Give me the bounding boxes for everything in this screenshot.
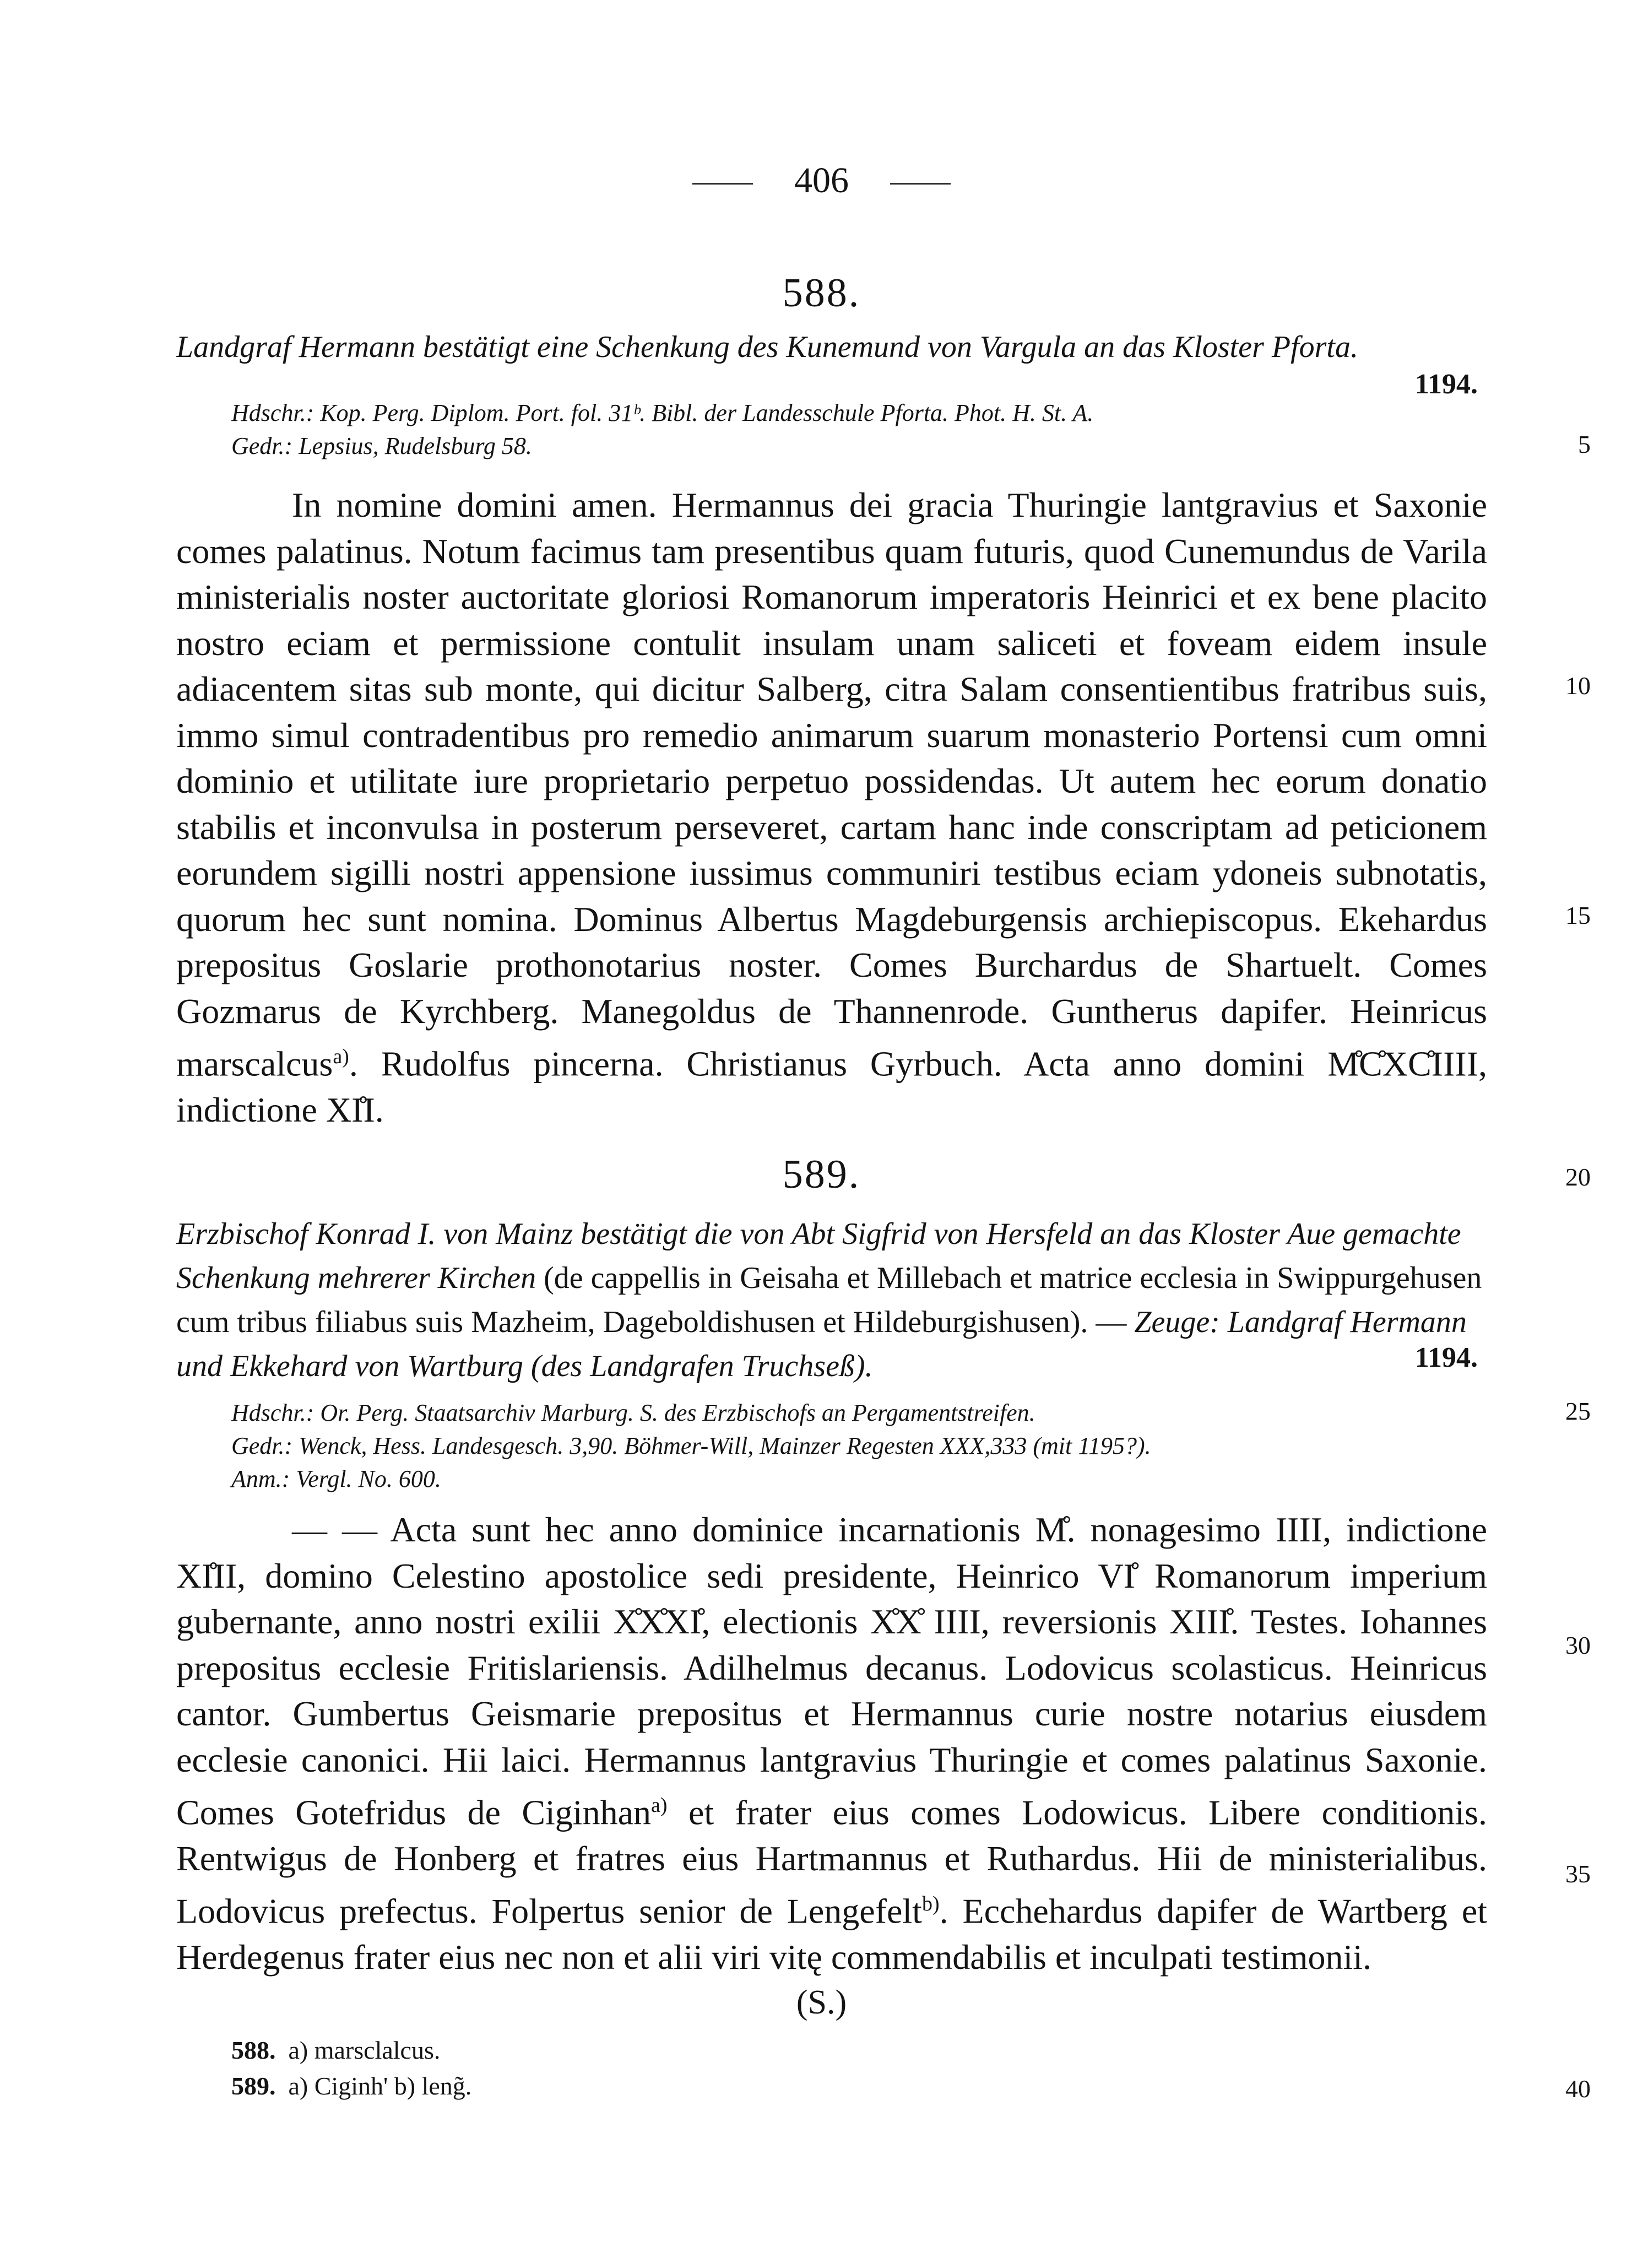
doc-588-number: 588. [782,270,861,316]
doc-589-body-3: . Ecchehardus dapifer de Wartberg et Herdegenus frater eius nec non et alii viri vitę commendabilis et inculpati testimonii. [176,1891,1487,1977]
doc-589-year: 1194. [1414,1342,1478,1373]
doc-588-regest [176,325,1487,369]
line-number-15: 15 [1565,901,1591,929]
doc-589-source-gedr: Gedr.: Wenck, Hess. Landesgesch. 3,90. Böhmer-Will, Mainzer Regesten XXX,333 (mit 1195?). [231,1432,1151,1459]
doc-588-body: In nomine domini amen. Hermannus dei gracia Thuringie lantgravius et Saxonie comes palatinus. Notum facimus tam presentibus quam futuris, quod Cunemundus de Varila ministerialis noster auctoritate gloriosi Romanorum imperatoris Heinrici et ex bene placito nostro eciam et permissione contulit insulam unam saliceti et foveam eidem insule adiacentem sitas sub monte, qui dicitur Salberg, citra Salam consentientibus fratribus suis, immo simul contradentibus pro remedio animarum suarum monasterio Portensi cum omni dominio et utilitate iure proprietario perpetuo possidendas. Ut autem hec eorum donatio stabilis et inconvulsa in posterum perseveret, cartam hanc inde conscriptam ad peticionem eorundem sigilli nostri appensione iussimus communiri testibus eciam ydoneis subnotatis, quorum hec sunt nomina. Dominus Albertus Magdeburgensis archiepiscopus. Ekehardus prepositus Goslarie prothonotarius noster. Comes Burchardus de Shartuelt. Comes Gozmarus de Kyrchberg. Manegoldus de Thannenrode. Guntherus dapifer. Heinricus marscalcus [176,485,1487,1084]
line-number-10: 10 [1565,672,1591,700]
line-number-35: 35 [1565,1860,1591,1888]
doc-589-body-1: — — Acta sunt hec anno dominice incarnationis M̊. nonagesimo IIII, indictione XI̊II, domino Celestino apostolice sedi presidente, Heinrico VI̊ Romanorum imperium gubernante, anno nostri exilii X̊X̊XI̊, electionis X̊X̊ IIII, reversionis XIII̊. Testes. Iohannes prepositus ecclesie Fritislariensis. Adilhelmus decanus. Lodovicus scolasticus. Heinricus cantor. Gumbertus Geismarie prepositus et Hermannus curie nostre notarius eiusdem ecclesie canonici. Hii laici. Hermannus lantgravius Thuringie et comes palatinus Saxonie. Comes Gotefridus de Ciginhan [176,1510,1487,1832]
header-rule-right [890,183,951,185]
doc-589-note-b-ref: b) [921,1892,940,1916]
doc-589-regest-italic: Erzbischof Konrad I. von Mainz bestätigt die von Abt Sigfrid von Hersfeld an das Kloster Aue gemachte Schenkung mehrerer Kirchen [176,1217,1461,1295]
doc-589-source-anm: Anm.: Vergl. No. 600. [231,1465,441,1492]
footnote-589-ref: 589. [231,2072,276,2100]
doc-589-number: 589. [782,1152,861,1197]
doc-589-note-a-ref: a) [651,1794,668,1817]
line-number-25: 25 [1565,1397,1591,1425]
doc-588-source-gedr: Gedr.: Lepsius, Rudelsburg 58. [231,432,532,459]
doc-588-text [176,482,1487,1133]
doc-589-source-hdschr: Hdschr.: Or. Perg. Staatsarchiv Marburg. S. des Erzbischofs an Pergamentstreifen. [231,1399,1035,1426]
doc-588-body-end: . Rudolfus pincerna. Christianus Gyrbuch. Acta anno domini M̊C̊XC̊IIII, indictione XI̊I. [176,1044,1487,1129]
doc-589-body-2: et frater eius comes Lodowicus. Libere conditionis. Rentwigus de Honberg et fratres eius Hartmannus et Ruthardus. Hii de ministerialibus. Lodovicus prefectus. Folpertus senior de Lengefelt [176,1793,1488,1931]
doc-589-regest-witness: Zeuge: Landgraf Hermann und Ekkehard von Wartburg (des Landgrafen Truchseß). [176,1305,1467,1383]
doc-588-year: 1194. [1414,369,1478,400]
doc-588-regest-text: Landgraf Hermann bestätigt eine Schenkung des Kunemund von Vargula an das Kloster Pforta. [176,330,1358,364]
doc-588-sources [231,397,1498,463]
footnote-588-ref: 588. [231,2036,276,2064]
line-number-30: 30 [1565,1631,1591,1659]
line-number-40: 40 [1565,2075,1591,2103]
doc-589-seal: (S.) [796,1984,847,2021]
line-number-5: 5 [1578,430,1591,458]
page-header [0,160,1643,202]
doc-589-regest-upright: (de cappellis in Geisaha et Millebach et matrice ecclesia in Swippurgehusen cum tribus filiabus suis Mazheim, Dageboldishusen et Hildeburgishusen). — [176,1261,1482,1339]
line-number-20: 20 [1565,1163,1591,1191]
footnote-589-text: a) Ciginh' b) leng̃. [288,2072,472,2100]
footnote-588 [231,2036,440,2065]
footnote-588-text: a) marsclalcus. [288,2036,441,2064]
doc-589-regest [176,1212,1487,1388]
header-rule-left [692,183,753,185]
page-number: 406 [794,160,849,201]
doc-588-note-ref: a) [333,1045,349,1068]
doc-589-sources [231,1396,1498,1496]
footnote-589 [231,2071,471,2101]
doc-588-source-hdschr: Hdschr.: Kop. Perg. Diplom. Port. fol. 31ᵇ. Bibl. der Landesschule Pforta. Phot. H. St. A. [231,399,1094,426]
doc-589-text [176,1507,1487,1980]
